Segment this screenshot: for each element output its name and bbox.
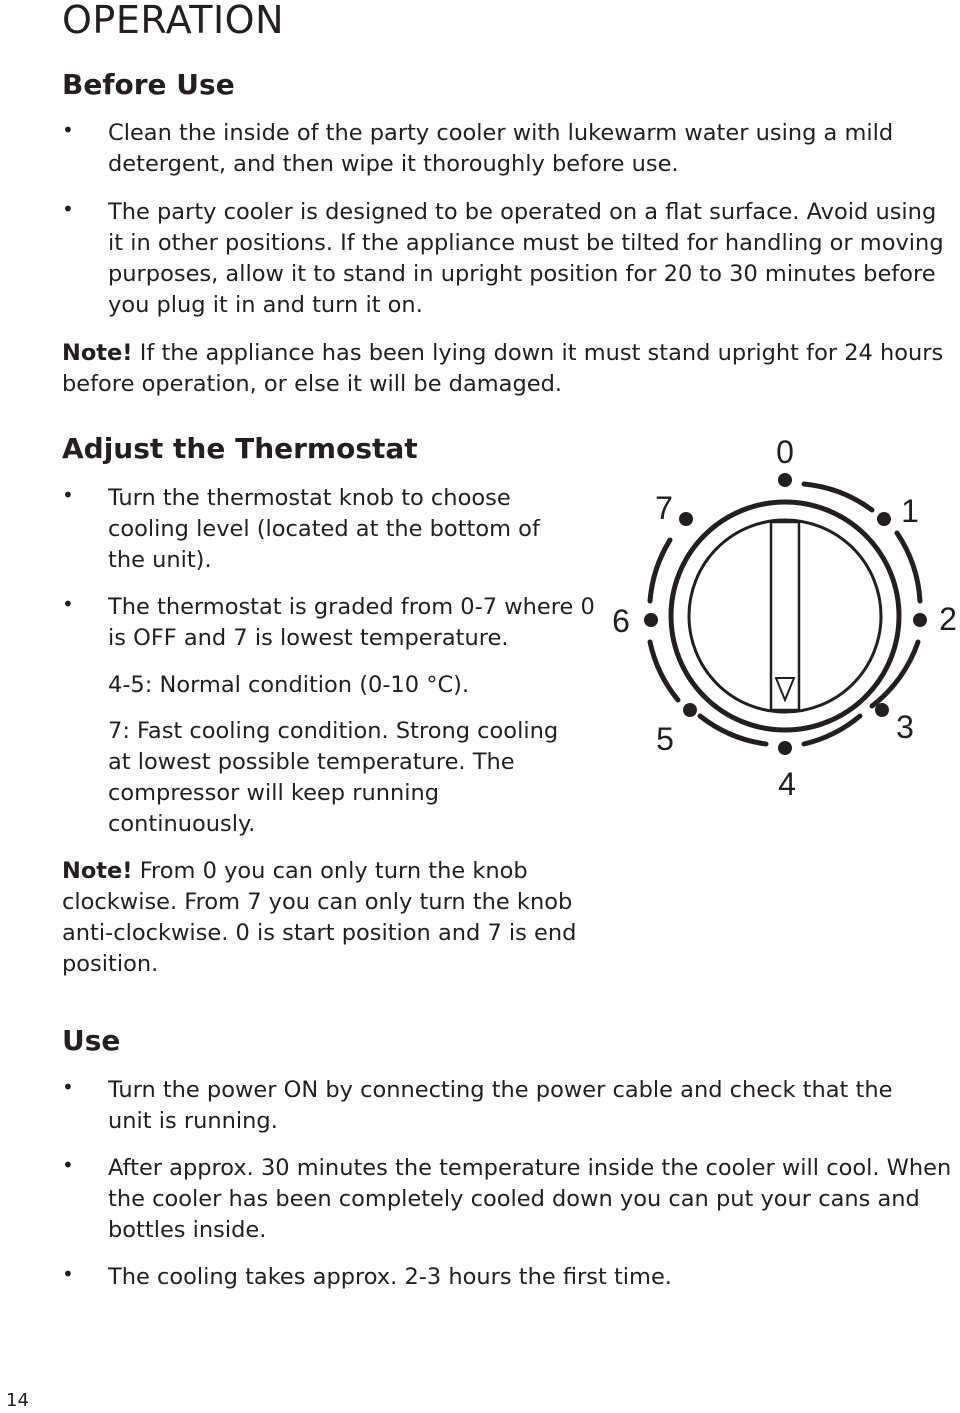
bullet-marker: •	[62, 1262, 74, 1286]
bullet-marker: •	[62, 118, 74, 142]
dial-dot-7	[679, 512, 693, 526]
before-use-bullet-2: The party cooler is designed to be operated on a flat surface. Avoid using it in other positions. If the appliance must be tilted for handling or moving purposes, allow it to stand in upright position for 20 to 30 minutes before you plug it in and turn it on.	[108, 199, 944, 318]
thermostat-note	[62, 856, 597, 980]
thermostat-bullet-2: The thermostat is graded from 0-7 where 0 is OFF and 7 is lowest temperature.	[108, 594, 595, 651]
dial-knob-grip	[771, 522, 799, 710]
thermostat-bullet-1: Turn the thermostat knob to choose cooling level (located at the bottom of the unit).	[108, 485, 540, 573]
use-bullet-1: Turn the power ON by connecting the power cable and check that the unit is running.	[108, 1077, 893, 1134]
dial-label-4: 4	[778, 766, 796, 802]
bullet-marker: •	[62, 1153, 74, 1177]
bullet-marker: •	[62, 197, 74, 221]
note-text: If the appliance has been lying down it must stand upright for 24 hours before operation, or else it will be damaged.	[62, 340, 944, 397]
dial-label-0: 0	[776, 434, 794, 470]
before-use-bullet-1: Clean the inside of the party cooler with lukewarm water using a mild detergent, and then wipe it thoroughly before use.	[108, 120, 894, 177]
dial-label-5: 5	[656, 721, 674, 757]
bullet-marker: •	[62, 592, 74, 616]
section-heading-thermostat: Adjust the Thermostat	[62, 432, 418, 465]
dial-label-3: 3	[896, 709, 914, 745]
section-heading-use: Use	[62, 1024, 121, 1057]
section-heading-before-use: Before Use	[62, 68, 235, 101]
dial-dot-1	[877, 512, 891, 526]
dial-label-6: 6	[612, 603, 630, 639]
note-text: From 0 you can only turn the knob clockwise. From 7 you can only turn the knob anti-clockwise. 0 is start position and 7 is end position.	[62, 858, 577, 977]
dial-label-1: 1	[901, 493, 919, 529]
dial-dot-5	[683, 703, 697, 717]
thermostat-dial-diagram	[600, 430, 960, 810]
note-label: Note!	[62, 340, 133, 366]
dial-label-2: 2	[939, 601, 957, 637]
dial-label-7: 7	[655, 490, 673, 526]
before-use-note	[62, 338, 954, 400]
thermostat-normal-line: 4-5: Normal condition (0-10 °C).	[108, 672, 470, 698]
page-number: 14	[6, 1390, 29, 1411]
thermostat-fast-line: 7: Fast cooling condition. Strong cooling at lowest possible temperature. The compressor will keep running continuously.	[108, 718, 559, 837]
page-title: OPERATION	[62, 0, 284, 42]
use-bullet-2: After approx. 30 minutes the temperature inside the cooler will cool. When the cooler has been completely cooled down you can put your cans and bottles inside.	[108, 1155, 952, 1243]
dial-dot-3	[875, 703, 889, 717]
dial-dot-2	[913, 613, 927, 627]
dial-dot-0	[778, 473, 792, 487]
dial-dot-6	[644, 613, 658, 627]
dial-dot-4	[778, 741, 792, 755]
bullet-marker: •	[62, 1075, 74, 1099]
bullet-marker: •	[62, 483, 74, 507]
use-bullet-3: The cooling takes approx. 2-3 hours the first time.	[108, 1264, 672, 1290]
note-label: Note!	[62, 858, 133, 884]
